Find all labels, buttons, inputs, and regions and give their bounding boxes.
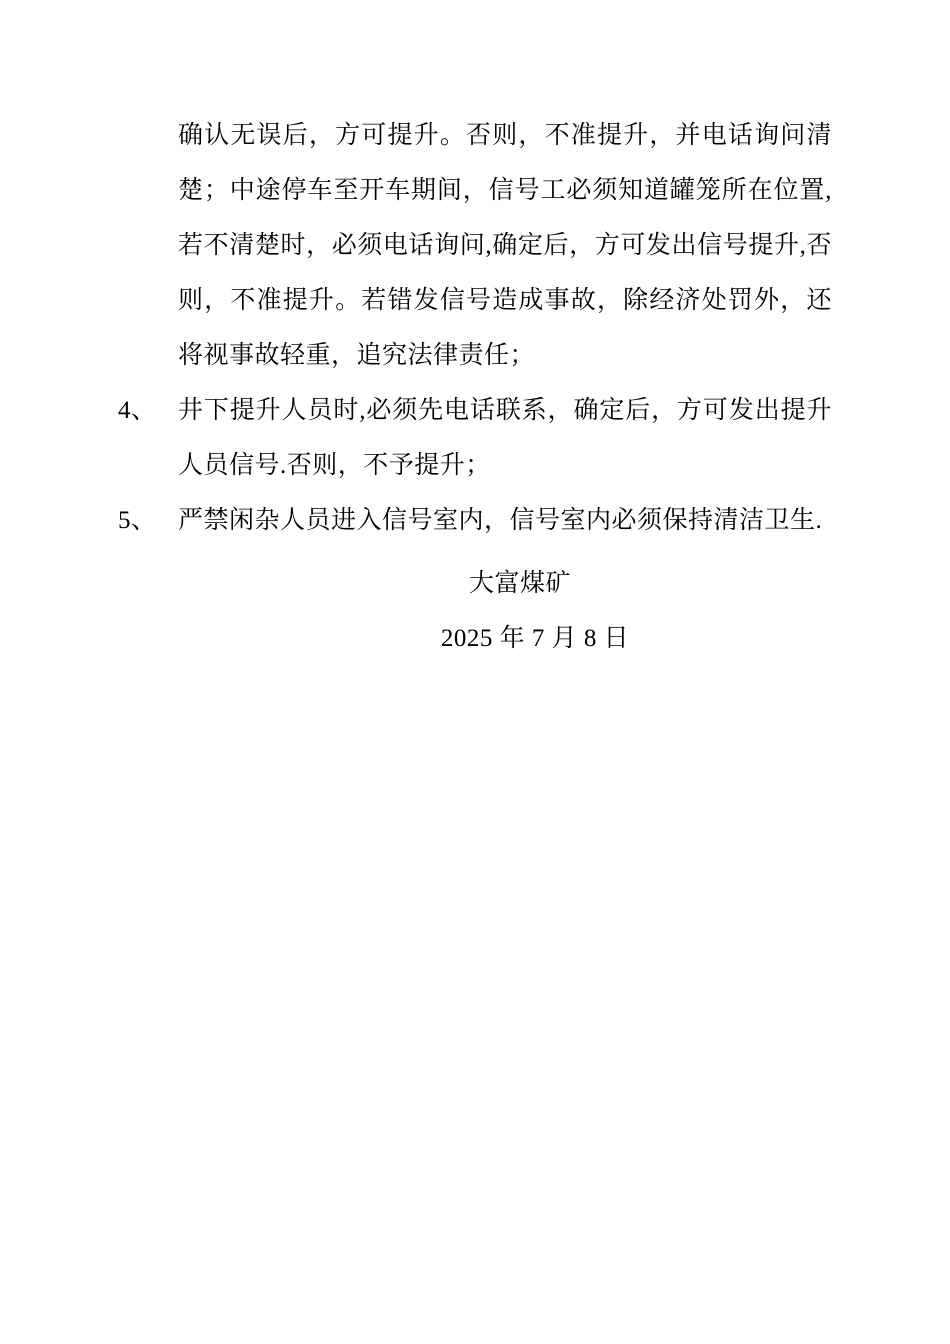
list-item-number: 5、 (118, 507, 157, 534)
list-item (118, 383, 832, 493)
signature-date: 2025 年 7 月 8 日 (440, 625, 630, 652)
list-item-text: 严禁闲杂人员进入信号室内，信号室内必须保持清洁卫生. (178, 507, 823, 534)
document-body (118, 108, 832, 666)
list-item (118, 493, 832, 548)
signature-organization: 大富煤矿 (468, 570, 571, 597)
signature-block (118, 556, 832, 666)
list-item-text: 井下提升人员时,必须先电话联系，确定后，方可发出提升人员信号.否则，不予提升； (178, 397, 832, 479)
list-item-number: 4、 (118, 397, 157, 424)
continuation-paragraph: 确认无误后，方可提升。否则，不准提升，并电话询问清楚；中途停车至开车期间，信号工必须知道罐笼所在位置,若不清楚时，必须电话询问,确定后，方可发出信号提升,否则，不准提升。若错发信号造成事故，除经济处罚外，还将视事故轻重，追究法律责任； (178, 122, 832, 369)
